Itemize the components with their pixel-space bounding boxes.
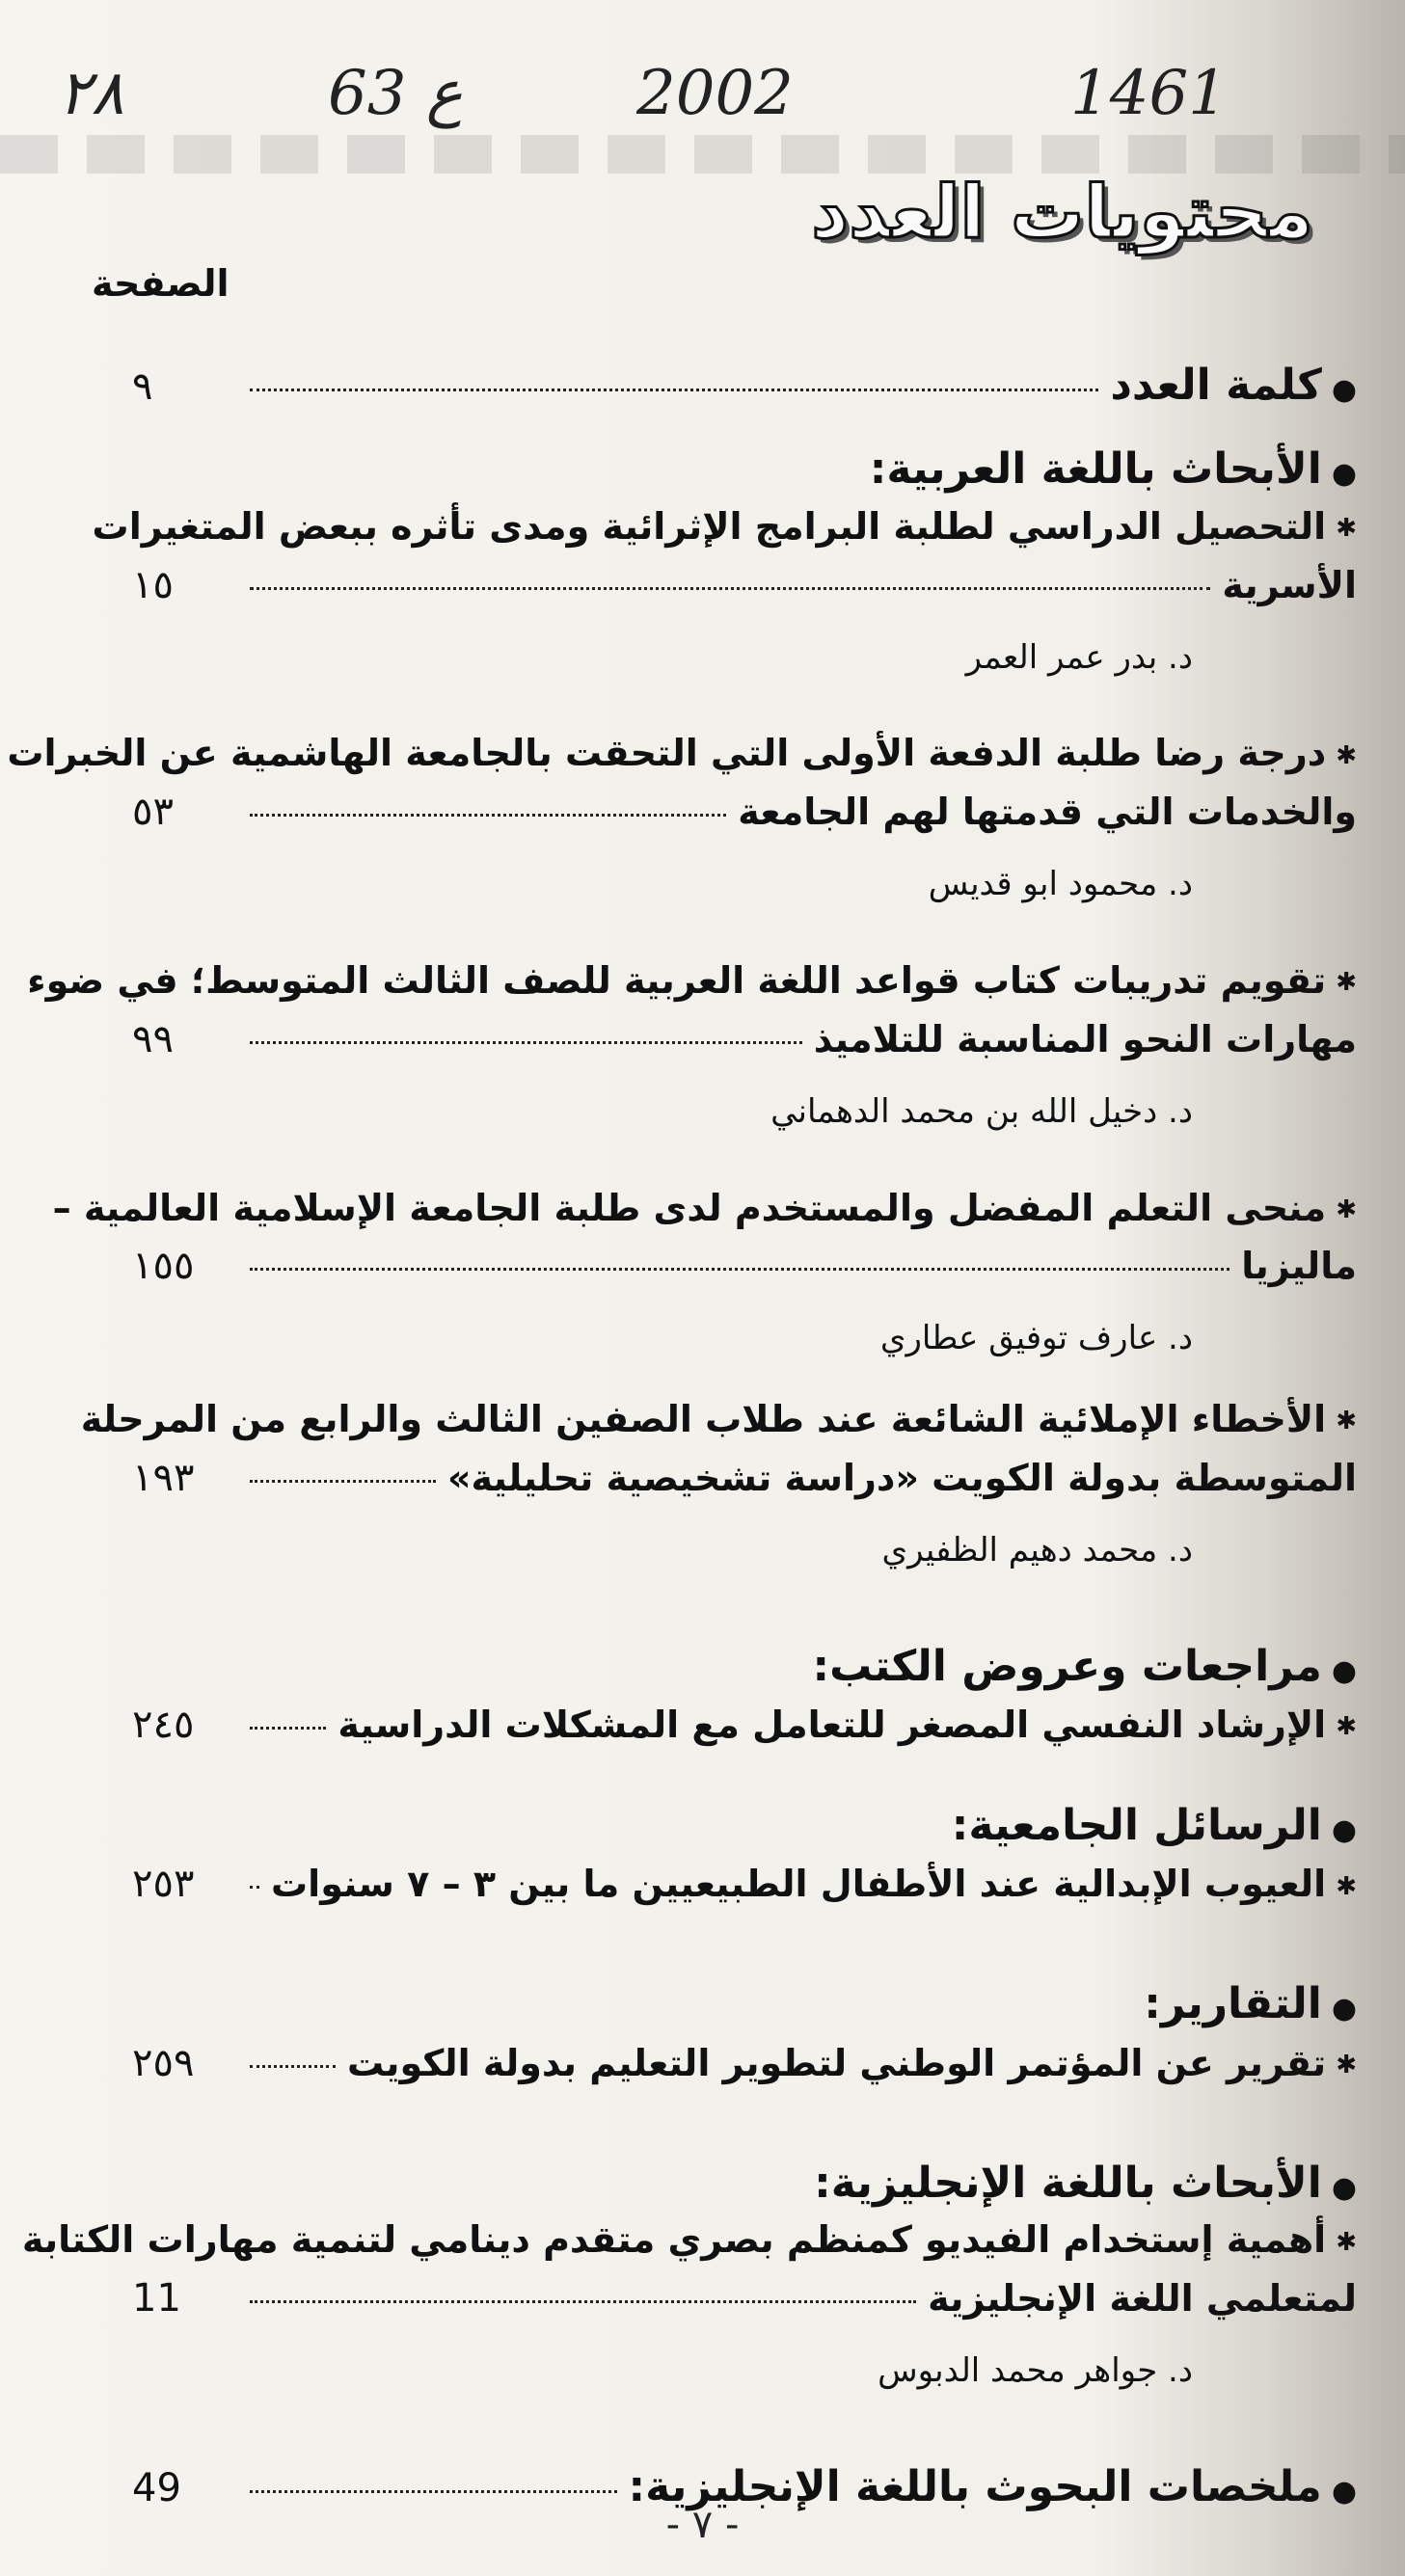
bullet-icon: ● — [1331, 1992, 1357, 2026]
entry-title-line2: الأسرية — [1222, 563, 1357, 606]
asterisk-icon: ✱ — [1336, 514, 1357, 544]
table-of-contents — [7, 357, 1357, 2515]
section-title: التقارير: — [1144, 1979, 1322, 2029]
entry-title-line2: والخدمات التي قدمتها لهم الجامعة — [738, 791, 1357, 834]
section-title: الأبحاث باللغة الإنجليزية: — [814, 2158, 1322, 2208]
handwritten-note-1: ٢٨ — [58, 58, 124, 129]
toc-entry — [132, 2033, 1357, 2093]
entry-title: ✱العيوب الإبدالية عند الأطفال الطبيعيين ما بين ٣ – ٧ سنوات — [271, 1863, 1357, 1906]
leader-dots — [250, 587, 1210, 590]
handwritten-note-2: 63 ع — [328, 58, 463, 129]
toc-entry — [21, 2212, 1357, 2397]
asterisk-icon: ✱ — [1336, 2227, 1357, 2257]
leader-dots — [250, 2300, 916, 2303]
section-title: الرسائل الجامعية: — [951, 1801, 1322, 1851]
handwritten-note-4: 1461 — [1070, 58, 1228, 129]
handwritten-note-3: 2002 — [636, 58, 794, 129]
leader-dots — [250, 2065, 336, 2068]
page-number: 11 — [132, 2276, 181, 2321]
page-number: ١٥ — [132, 562, 174, 607]
page-number: ٩ — [132, 364, 153, 409]
toc-entry — [27, 953, 1357, 1138]
page-number: ١٩٣ — [132, 1455, 195, 1500]
toc-entry — [52, 1180, 1357, 1365]
page-number: ٩٩ — [132, 1016, 174, 1061]
page-number: ١٥٥ — [132, 1244, 195, 1289]
page-number: ٢٥٣ — [132, 1862, 195, 1907]
entry-title: ✱الإرشاد النفسي المصغر للتعامل مع المشكلات الدراسية — [338, 1704, 1357, 1747]
entry-title-line1: تقويم تدريبات كتاب قواعد اللغة العربية للصف الثالث المتوسط؛ في ضوء — [27, 958, 1327, 1002]
toc-section-editorial — [132, 357, 1357, 414]
page-number: ٥٣ — [132, 790, 174, 835]
toc-entry — [132, 1854, 1357, 1914]
entry-title-line1: منحى التعلم المفضل والمستخدم لدى طلبة الجامعة الإسلامية العالمية – — [52, 1186, 1327, 1229]
leader-dots — [250, 1727, 326, 1730]
page-number: 49 — [132, 2465, 181, 2510]
toc-entry — [92, 498, 1357, 684]
bullet-icon: ● — [1331, 373, 1357, 407]
entry-author: د. جواهر محمد الدبوس — [878, 2351, 1193, 2391]
toc-section-reports — [132, 1975, 1357, 2032]
entry-title-line2: المتوسطة بدولة الكويت «دراسة تشخيصية تحليلية» — [446, 1456, 1357, 1499]
entry-title-line1: التحصيل الدراسي لطلبة البرامج الإثرائية ومدى تأثره ببعض المتغيرات — [92, 504, 1327, 548]
leader-dots — [250, 2490, 617, 2493]
bullet-icon: ● — [1331, 2474, 1357, 2509]
leader-dots — [250, 1886, 259, 1889]
leader-dots — [250, 1480, 436, 1483]
entry-title-line1: درجة رضا طلبة الدفعة الأولى التي التحقت بالجامعة الهاشمية عن الخبرات — [7, 732, 1327, 775]
toc-entry — [132, 1695, 1357, 1755]
toc-section-arabic-research — [132, 441, 1357, 497]
entry-title-line1: الأخطاء الإملائية الشائعة عند طلاب الصفين الثالث والرابع من المرحلة — [80, 1398, 1327, 1441]
asterisk-icon: ✱ — [1336, 1194, 1357, 1224]
leader-dots — [250, 1041, 802, 1044]
entry-title-line1: أهمية إستخدام الفيديو كمنظم بصري متقدم دينامي لتنمية مهارات الكتابة — [21, 2218, 1327, 2262]
toc-section-english-research — [132, 2155, 1357, 2212]
toc-entry — [7, 725, 1357, 910]
asterisk-icon: ✱ — [1336, 1407, 1357, 1436]
page-column-label: الصفحة — [92, 262, 230, 305]
page-number: ٢٥٩ — [132, 2040, 195, 2085]
entry-author: د. بدر عمر العمر — [965, 637, 1193, 677]
toc-section-book-reviews — [132, 1638, 1357, 1695]
entry-title-line2: لمتعلمي اللغة الإنجليزية — [928, 2277, 1357, 2321]
asterisk-icon: ✱ — [1336, 1871, 1357, 1901]
entry-title: ✱تقرير عن المؤتمر الوطني لتطوير التعليم بدولة الكويت — [346, 2041, 1357, 2084]
section-title: ملخصات البحوث باللغة الإنجليزية: — [628, 2461, 1322, 2511]
entry-title-line2: مهارات النحو المناسبة للتلاميذ — [813, 1017, 1357, 1060]
entry-author: د. محمود ابو قديس — [928, 865, 1193, 904]
bullet-icon: ● — [1331, 1653, 1357, 1688]
asterisk-icon: ✱ — [1336, 740, 1357, 770]
bullet-icon: ● — [1331, 2170, 1357, 2205]
leader-dots — [250, 389, 1098, 391]
page-title: محتويات العدد — [811, 169, 1313, 255]
page-number: ٢٤٥ — [132, 1703, 195, 1748]
section-title: الأبحاث باللغة العربية: — [869, 444, 1322, 495]
toc-entry — [80, 1391, 1357, 1576]
asterisk-icon: ✱ — [1336, 2051, 1357, 2080]
leader-dots — [250, 814, 726, 817]
entry-author: د. محمد دهيم الظفيري — [881, 1530, 1193, 1570]
asterisk-icon: ✱ — [1336, 1712, 1357, 1742]
toc-section-theses — [132, 1797, 1357, 1854]
section-title: مراجعات وعروض الكتب: — [812, 1641, 1322, 1691]
leader-dots — [250, 1268, 1229, 1271]
bleed-through-text — [0, 135, 1405, 174]
bullet-icon: ● — [1331, 457, 1357, 492]
entry-author: د. دخيل الله بن محمد الدهماني — [770, 1091, 1193, 1131]
section-title: كلمة العدد — [1110, 361, 1322, 410]
asterisk-icon: ✱ — [1336, 968, 1357, 998]
entry-title-line2: ماليزيا — [1241, 1245, 1357, 1288]
page-footer-number: - ٧ - — [665, 2503, 740, 2547]
bullet-icon: ● — [1331, 1813, 1357, 1848]
entry-author: د. عارف توفيق عطاري — [879, 1319, 1193, 1358]
